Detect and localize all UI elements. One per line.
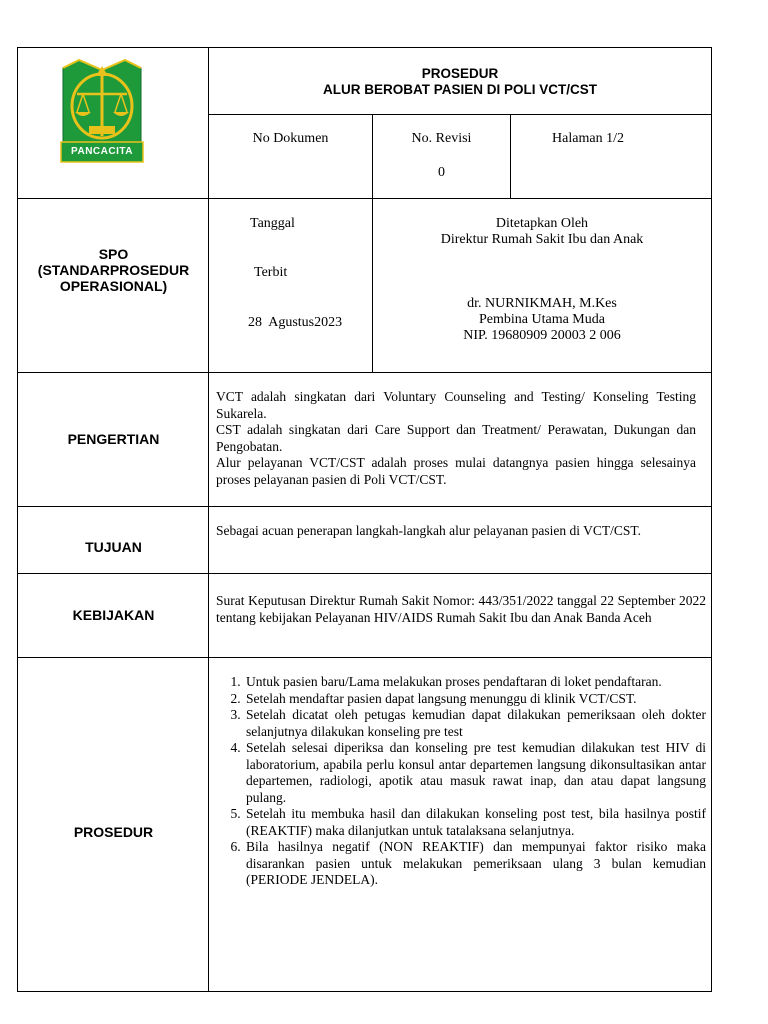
no-dokumen-label: No Dokumen	[252, 131, 329, 146]
spo-line-3: OPERASIONAL)	[59, 278, 168, 294]
no-revisi-label: No. Revisi	[411, 131, 472, 146]
list-item: 1. Untuk pasien baru/Lama melakukan proses pendaftaran di loket pendaftaran.	[244, 674, 706, 691]
divider	[18, 372, 711, 373]
tanggal-label: Tanggal	[250, 216, 295, 231]
prosedur-steps	[218, 674, 706, 889]
list-item: 6. Bila hasilnya negatif (NON REAKTIF) dan mempunyai faktor risiko maka disarankan pasien untuk melakukan pemeriksaan ulang 3 bulan kemudian (PERIODE JENDELA).	[244, 839, 706, 889]
tujuan-text: Sebagai acuan penerapan langkah-langkah alur pelayanan pasien di VCT/CST.	[216, 523, 641, 538]
divider	[510, 114, 511, 198]
spo-label	[18, 246, 209, 294]
no-revisi-value: 0	[438, 165, 445, 180]
list-item: 4. Setelah selesai diperiksa dan konseling pre test kemudian dilakukan test HIV di laboratorium, apabila perlu konsul antar departemen langsung dikonsultasikan antar departemen, radiologi, apotik atau masuk rawat inap, dan atau dapat langsung pulang.	[244, 740, 706, 806]
sop-document	[17, 47, 712, 992]
terbit-label: Terbit	[254, 265, 288, 280]
logo-text: PANCACITA	[71, 146, 133, 157]
divider	[18, 657, 711, 658]
prosedur-label: PROSEDUR	[73, 824, 154, 840]
list-item: 3. Setelah dicatat oleh petugas kemudian dapat dilakukan pemeriksaan oleh dokter selanjutnya dilakukan konseling pre test	[244, 707, 706, 740]
divider	[208, 48, 209, 991]
title-line-1: PROSEDUR	[421, 66, 499, 81]
list-item: 5. Setelah itu membuka hasil dan dilakukan konseling post test, bila hasilnya postif (REAKTIF) maka dilanjutkan untuk tatalaksana selanjutnya.	[244, 806, 706, 839]
divider	[18, 573, 711, 574]
page-title	[209, 66, 711, 98]
signatory-rank: Pembina Utama Muda	[479, 312, 605, 327]
divider	[18, 198, 711, 199]
pengertian-p2: CST adalah singkatan dari Care Support dan Treatment/ Perawatan, Dukungan dan Pengobatan.	[216, 422, 696, 454]
divider	[18, 506, 711, 507]
tanggal-terbit-value: 28 Agustus2023	[248, 315, 343, 330]
signatory-block	[373, 296, 711, 344]
signatory-name: dr. NURNIKMAH, M.Kes	[467, 296, 617, 311]
halaman-label: Halaman 1/2	[552, 131, 624, 146]
pengertian-p3: Alur pelayanan VCT/CST adalah proses mulai datangnya pasien hingga selesainya proses pelayanan pasien di Poli VCT/CST.	[216, 455, 696, 487]
signatory-nip: NIP. 19680909 20003 2 006	[463, 328, 621, 343]
spo-line-2: (STANDARPROSEDUR	[37, 262, 190, 278]
ditetapkan-oleh: Ditetapkan Oleh	[495, 216, 589, 231]
divider	[208, 114, 711, 115]
list-item: 2. Setelah mendaftar pasien dapat langsung menunggu di klinik VCT/CST.	[244, 691, 706, 708]
title-line-2: ALUR BEROBAT PASIEN DI POLI VCT/CST	[322, 82, 597, 97]
pengertian-content	[216, 389, 696, 488]
spo-line-1: SPO	[98, 246, 129, 262]
ditetapkan-block	[373, 216, 711, 248]
tujuan-label: TUJUAN	[85, 539, 142, 555]
direktur-title: Direktur Rumah Sakit Ibu dan Anak	[440, 232, 644, 247]
kebijakan-label: KEBIJAKAN	[72, 607, 155, 623]
logo	[59, 54, 145, 164]
pengertian-label: PENGERTIAN	[67, 431, 160, 447]
kebijakan-text: Surat Keputusan Direktur Rumah Sakit Nomor: 443/351/2022 tanggal 22 September 2022 tentang kebijakan Pelayanan HIV/AIDS Rumah Sakit Ibu dan Anak Banda Aceh	[216, 593, 706, 625]
pengertian-p1: VCT adalah singkatan dari Voluntary Counseling and Testing/ Konseling Testing Sukarela.	[216, 389, 696, 421]
